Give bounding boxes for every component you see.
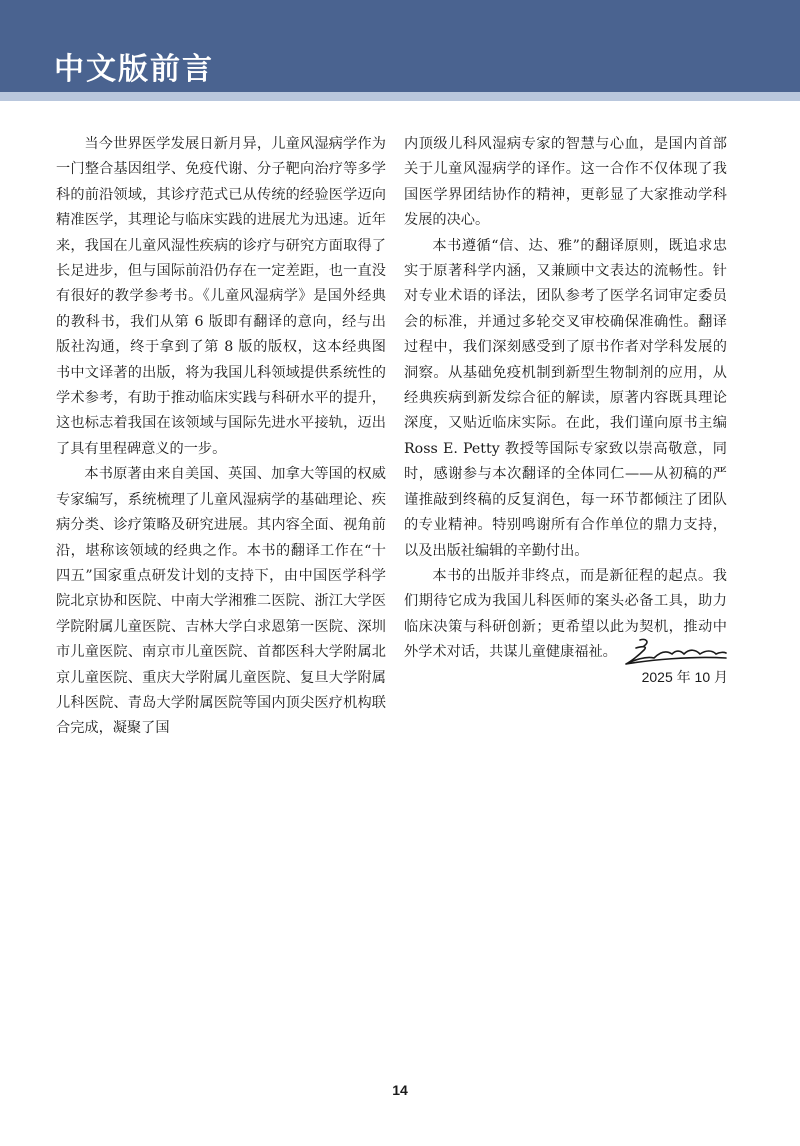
paragraph-2-continuation: 内顶级儿科风湿病专家的智慧与心血，是国内首部关于儿童风湿病学的译作。这一合作不仅体现了我国医学界团结协作的精神，更彰显了大家推动学科发展的决心。 bbox=[404, 136, 727, 229]
header-stripe bbox=[0, 92, 800, 101]
signature bbox=[620, 636, 730, 670]
paragraph-4: 本书的出版并非终点，而是新征程的起点。我们期待它成为我国儿科医师的案头必备工具，助力临床决策与科研创新；更希望以此为契机，推动中外学术对话，共谋儿童健康福祉。 bbox=[404, 567, 727, 661]
left-column bbox=[56, 132, 386, 742]
right-column bbox=[404, 132, 727, 666]
page-title: 中文版前言 bbox=[54, 52, 214, 87]
paragraph-3: 本书遵循“信、达、雅”的翻译原则，既追求忠实于原著科学内涵，又兼顾中文表达的流畅性。针对专业术语的译法，团队参考了医学名词审定委员会的标准，并通过多轮交叉审校确保准确性。翻译过程中，我们深刻感受到了原书作者对学科发展的洞察。从基础免疫机制到新型生物制剂的应用，从经典疾病到新发综合征的解读，原著内容既具理论深度，又贴近临床实际。在此，我们谨向原书主编 Ross E. Petty 教授等国际专家致以崇高敬意，同时，感谢参与本次翻译的全体同仁——从初稿的严谨推敲到终稿的反复润色，每一环节都倾注了团队的专业精神。特别鸣谢所有合作单位的鼎力支持，以及出版社编辑的辛勤付出。 bbox=[404, 237, 727, 559]
page-number: 14 bbox=[392, 1082, 408, 1098]
sign-date: 2025 年 10 月 bbox=[641, 669, 728, 685]
paragraph-2: 本书原著由来自美国、英国、加拿大等国的权威专家编写，系统梳理了儿童风湿病学的基础理论、疾病分类、诊疗策略及研究进展。其内容全面、视角前沿，堪称该领域的经典之作。本书的翻译工作在“十四五”国家重点研发计划的支持下，由中国医学科学院北京协和医院、中南大学湘雅二医院、浙江大学医学院附属儿童医院、吉林大学白求恩第一医院、深圳市儿童医院、南京市儿童医院、首都医科大学附属北京儿童医院、重庆大学附属儿童医院、复旦大学附属儿科医院、青岛大学附属医院等国内顶尖医疗机构联合完成，凝聚了国 bbox=[56, 466, 386, 737]
paragraph-1: 当今世界医学发展日新月异，儿童风湿病学作为一门整合基因组学、免疫代谢、分子靶向治疗等多学科的前沿领域，其诊疗范式已从传统的经验医学迈向精准医学，其理论与临床实践的进展尤为迅速。近年来，我国在儿童风湿性疾病的诊疗与研究方面取得了长足进步，但与国际前沿仍存在一定差距，也一直没有很好的教学参考书。《儿童风湿病学》是国外经典的教科书，我们从第 6 版即有翻译的意向，经与出版社沟通，终于拿到了第 8 版的版权，这本经典图书中文译著的出版，将为我国儿科领域提供系统性的学术参考，有助于推动临床实践与科研水平的提升，这也标志着我国在该领域与国际先进水平接轨，迈出了具有里程碑意义的一步。 bbox=[56, 136, 386, 457]
